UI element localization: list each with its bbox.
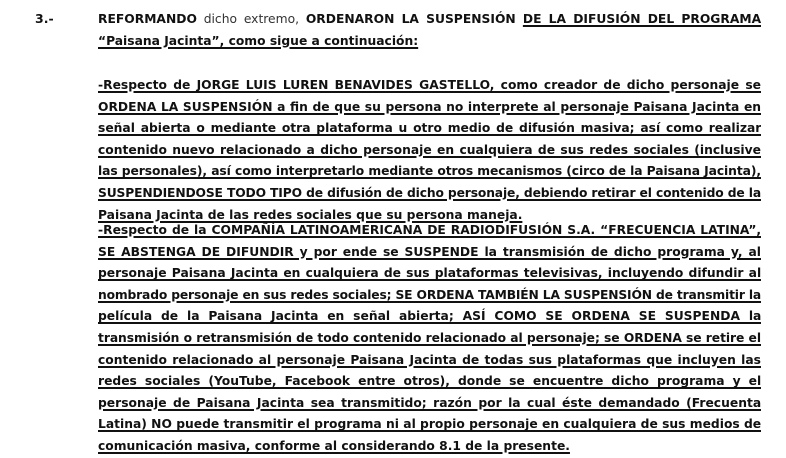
p1-line: contenido nuevo relacionado a dicho personaje en cualquiera de sus redes sociales (inclusive [98, 142, 761, 157]
p1-line: ORDENA LA SUSPENSIÓN a fin de que su persona no interprete al personaje Paisana Jacinta en [98, 99, 761, 114]
p2-line: película de la Paisana Jacinta en señal abierta; ASÍ COMO SE ORDENA SE SUSPENDA la [98, 309, 761, 324]
p2-line: contenido relacionado al personaje Paisana Jacinta de todas sus plataformas que incluyen las [98, 352, 761, 367]
reformando-text: REFORMANDO [98, 12, 197, 26]
ordenaron-text: ORDENARON LA SUSPENSIÓN [305, 12, 523, 26]
p2-line: redes sociales (YouTube, Facebook entre otros), donde se encuentre dicho programa y el [98, 374, 761, 389]
paragraph-jorge-luis-luren [98, 75, 761, 226]
difusion-programa-text: DE LA DIFUSIÓN DEL PROGRAMA [522, 12, 761, 26]
intro-line-2: “Paisana Jacinta”, como sigue a continuación: [98, 33, 419, 48]
item-number: 3.- [35, 11, 54, 26]
p1-line: Paisana Jacinta de las redes sociales que su persona maneja. [98, 207, 523, 222]
intro-normal-text: dicho extremo, [196, 12, 306, 26]
paragraph-frecuencia-latina [98, 220, 761, 458]
p2-line: SE ABSTENGA DE DIFUNDIR y por ende se SUSPENDE la transmisión de dicho programa y, al [98, 244, 761, 259]
p2-line: transmisión o retransmisión de todo contenido relacionado al personaje; se ORDENA se retire el [98, 330, 761, 345]
intro-paragraph [98, 9, 761, 52]
p2-line: -Respecto de la COMPAÑÍA LATINOAMERICANA DE RADIODIFUSIÓN S.A. “FRECUENCIA LATINA”, [98, 223, 761, 237]
p1-line: señal abierta o mediante otra plataforma u otro medio de difusión masiva; así como realizar [98, 121, 761, 136]
p1-line: SUSPENDIENDOSE TODO TIPO de difusión de dicho personaje, debiendo retirar el contenido de la [98, 185, 761, 200]
intro-line-1 [98, 9, 761, 31]
p2-line: Latina) NO puede transmitir el programa ni al propio personaje en cualquiera de sus medios de [98, 417, 761, 432]
p1-line: las personales), así como interpretarlo mediante otros mecanismos (circo de la Paisana Jacinta), [98, 164, 761, 179]
p2-line: personaje Paisana Jacinta en cualquiera de sus plataformas televisivas, incluyendo difundir al [98, 266, 761, 281]
p1-line: -Respecto de JORGE LUIS LUREN BENAVIDES GASTELLO, como creador de dicho personaje se [98, 78, 761, 92]
p2-line: comunicación masiva, conforme al considerando 8.1 de la presente. [98, 438, 570, 453]
p2-line: personaje de Paisana Jacinta sea transmitido; razón por la cual éste demandado (Frecuenta [98, 395, 761, 410]
p2-line: nombrado personaje en sus redes sociales; SE ORDENA TAMBIÉN LA SUSPENSIÓN de transmitir la [98, 287, 761, 302]
